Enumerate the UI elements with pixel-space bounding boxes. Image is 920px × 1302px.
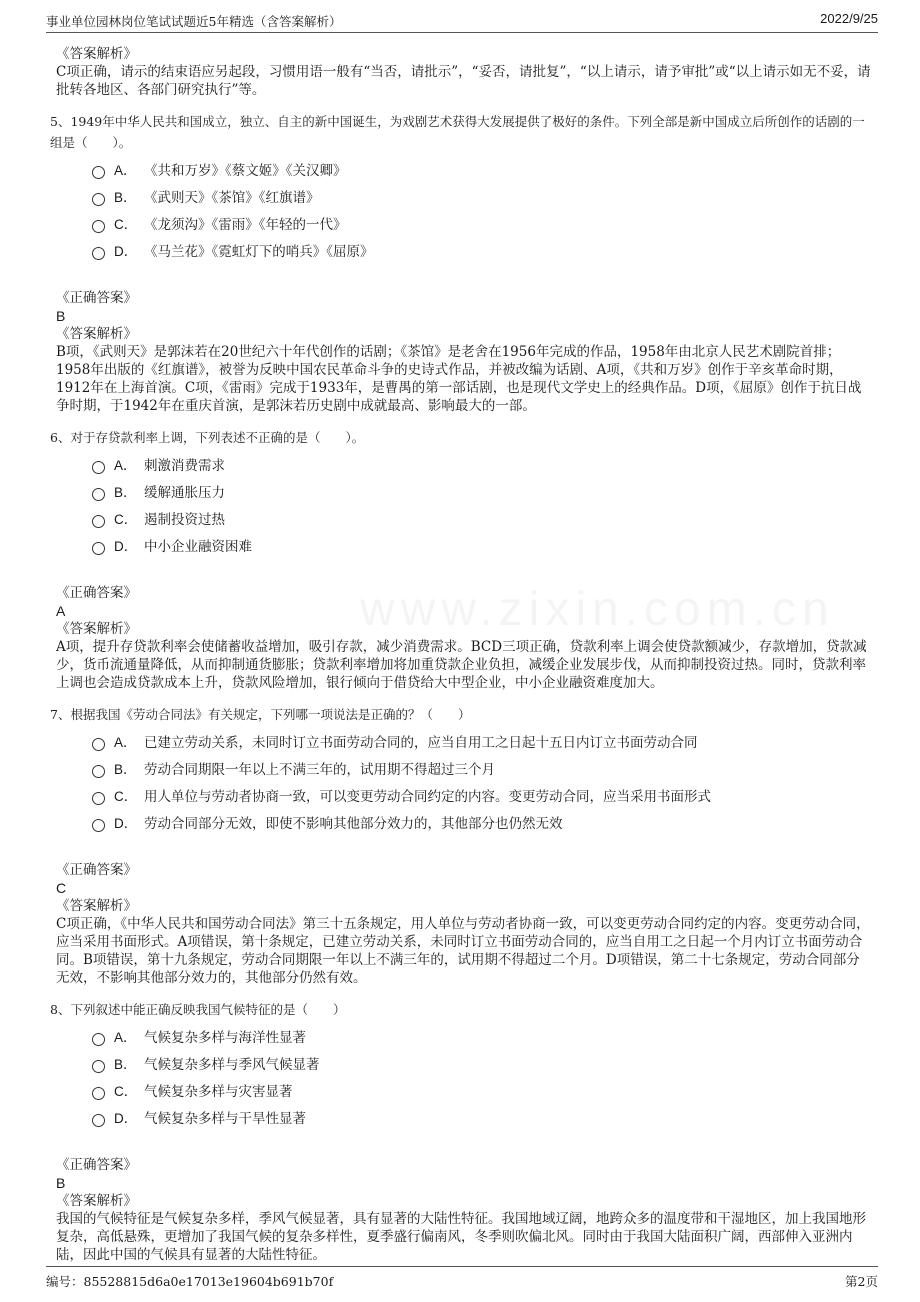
- radio-button-icon[interactable]: [92, 247, 105, 260]
- option-b[interactable]: [92, 1049, 872, 1076]
- option-letter: A．: [114, 734, 137, 750]
- radio-button-icon[interactable]: [92, 792, 105, 805]
- question-8: [50, 999, 872, 1264]
- answer-block: [56, 1156, 872, 1264]
- explanation-text: C项正确，请示的结束语应另起段，习惯用语一般有“当否，请批示”，“妥否，请批复”，“以上请示，请予审批”或“以上请示如无不妥，请批转各地区、各部门研究执行”等。: [56, 64, 871, 98]
- explanation-label: 《答案解析》: [56, 898, 137, 914]
- option-letter: B．: [114, 189, 137, 205]
- explanation-label: 《答案解析》: [56, 326, 137, 342]
- option-text: 《共和万岁》《蔡文姬》《关汉卿》: [144, 162, 347, 179]
- document-code: 编号：85528815d6a0e17013e19604b691b70f: [46, 1274, 334, 1289]
- question-text: 6、对于存贷款利率上调，下列表述不正确的是（ ）。: [50, 430, 365, 445]
- option-text: 《龙须沟》《雷雨》《年轻的一代》: [144, 216, 347, 233]
- explanation-text: B项，《武则天》是郭沫若在20世纪六十年代创作的话剧；《茶馆》是老舍在1956年完成的作品，1958年由北京人民艺术剧院首排；1958年出版的《红旗谱》，被誉为反映中国农民革命斗争的史诗式作品，并被改编为话剧、A项，《共和万岁》创作于辛亥革命时期，1912年在上海首演。C项，《雷雨》完成于1933年，是曹禺的第一部话剧，也是现代文学史上的经典作品。D项，《屈原》创作于抗日战争时期，于1942年在重庆首演，是郭沫若历史剧中成就最高、影响最大的一部。: [56, 344, 862, 414]
- answer-block: [56, 584, 872, 692]
- answer-block: [56, 289, 872, 415]
- option-a[interactable]: [92, 155, 872, 182]
- option-d[interactable]: [92, 808, 872, 835]
- option-text: 劳动合同部分无效，即使不影响其他部分效力的，其他部分也仍然无效: [144, 815, 563, 832]
- option-text: 气候复杂多样与季风气候显著: [144, 1056, 320, 1073]
- explanation-text: C项正确，《中华人民共和国劳动合同法》第三十五条规定，用人单位与劳动者协商一致，可以变更劳动合同约定的内容。变更劳动合同，应当采用书面形式。A项错误，第十条规定，已建立劳动关系，未同时订立书面劳动合同的，应当自用工之日起一个月内订立书面劳动合同。B项错误，第十九条规定，劳动合同期限一年以上不满三年的，试用期不得超过二个月。D项错误，第二十七条规定，劳动合同部分无效，不影响其他部分效力的，其他部分仍然有效。: [56, 916, 870, 986]
- correct-answer-label: 《正确答案》: [56, 862, 137, 878]
- option-letter: B．: [114, 1056, 137, 1072]
- option-list: [92, 727, 872, 835]
- radio-button-icon[interactable]: [92, 738, 105, 751]
- option-letter: B．: [114, 484, 137, 500]
- question-5: [50, 111, 872, 415]
- radio-button-icon[interactable]: [92, 515, 105, 528]
- option-d[interactable]: [92, 236, 872, 263]
- option-letter: C．: [114, 788, 138, 804]
- option-text: 《马兰花》《霓虹灯下的哨兵》《屈原》: [144, 243, 374, 260]
- option-letter: D．: [114, 815, 138, 831]
- option-letter: C．: [114, 1083, 138, 1099]
- option-text: 《武则天》《茶馆》《红旗谱》: [144, 189, 320, 206]
- correct-answer: C: [56, 880, 67, 896]
- explanation-text: A项，提升存贷款利率会使储蓄收益增加，吸引存款，减少消费需求。BCD三项正确，贷款利率上调会使贷款额减少，存款增加，贷款减少，货币流通量降低，从而抑制通货膨胀；贷款利率增加将加重贷款企业负担，减缓企业发展步伐，从而抑制投资过热。同时，贷款利率上调也会造成贷款成本上升，贷款风险增加，银行倾向于借贷给大中型企业，中小企业融资难度加大。: [56, 639, 867, 691]
- radio-button-icon[interactable]: [92, 193, 105, 206]
- question-list: [50, 111, 872, 1264]
- option-a[interactable]: [92, 1022, 872, 1049]
- radio-button-icon[interactable]: [92, 1087, 105, 1100]
- option-list: [92, 450, 872, 558]
- option-letter: D．: [114, 243, 138, 259]
- document-date: 2022/9/25: [820, 11, 878, 26]
- radio-button-icon[interactable]: [92, 819, 105, 832]
- correct-answer-label: 《正确答案》: [56, 1157, 137, 1173]
- option-letter: B．: [114, 761, 137, 777]
- option-b[interactable]: [92, 477, 872, 504]
- correct-answer: B: [56, 1175, 66, 1191]
- option-d[interactable]: [92, 531, 872, 558]
- document-title: 事业单位园林岗位笔试试题近5年精选（含答案解析）: [46, 14, 342, 29]
- option-a[interactable]: [92, 450, 872, 477]
- correct-answer-label: 《正确答案》: [56, 290, 137, 306]
- radio-button-icon[interactable]: [92, 1033, 105, 1046]
- radio-button-icon[interactable]: [92, 765, 105, 778]
- correct-answer: B: [56, 308, 66, 324]
- correct-answer: A: [56, 603, 66, 619]
- option-d[interactable]: [92, 1103, 872, 1130]
- option-text: 遏制投资过热: [144, 511, 225, 528]
- option-text: 中小企业融资困难: [144, 538, 252, 555]
- question-text: 7、根据我国《劳动合同法》有关规定，下列哪一项说法是正确的？（ ）: [50, 707, 471, 722]
- option-letter: D．: [114, 1110, 138, 1126]
- option-text: 气候复杂多样与灾害显著: [144, 1083, 293, 1100]
- explanation-text: 我国的气候特征是气候复杂多样，季风气候显著，具有显著的大陆性特征。我国地域辽阔，地跨众多的温度带和干湿地区，加上我国地形复杂，高低悬殊，更增加了我国气候的复杂多样性，夏季盛行偏南风，冬季则吹偏北风。同时由于我国大陆面积广阔，西部伸入亚洲内陆，因此中国的气候具有显著的大陆性特征。: [56, 1211, 866, 1263]
- radio-button-icon[interactable]: [92, 1060, 105, 1073]
- question-7: [50, 704, 872, 987]
- option-letter: D．: [114, 538, 138, 554]
- option-c[interactable]: [92, 1076, 872, 1103]
- previous-explanation: [56, 45, 872, 99]
- option-letter: A．: [114, 1029, 137, 1045]
- page-footer: [46, 1266, 878, 1289]
- explanation-label: 《答案解析》: [56, 1193, 137, 1209]
- radio-button-icon[interactable]: [92, 488, 105, 501]
- option-a[interactable]: [92, 727, 872, 754]
- option-text: 缓解通胀压力: [144, 484, 225, 501]
- option-list: [92, 155, 872, 263]
- option-c[interactable]: [92, 781, 872, 808]
- radio-button-icon[interactable]: [92, 166, 105, 179]
- explanation-label: 《答案解析》: [56, 46, 137, 62]
- option-letter: C．: [114, 511, 138, 527]
- option-letter: A．: [114, 457, 137, 473]
- option-letter: C．: [114, 216, 138, 232]
- option-b[interactable]: [92, 754, 872, 781]
- radio-button-icon[interactable]: [92, 220, 105, 233]
- option-letter: A．: [114, 162, 137, 178]
- question-text: 8、下列叙述中能正确反映我国气候特征的是（ ）: [50, 1002, 346, 1017]
- option-text: 气候复杂多样与海洋性显著: [144, 1029, 306, 1046]
- radio-button-icon[interactable]: [92, 1114, 105, 1127]
- option-text: 已建立劳动关系，未同时订立书面劳动合同的，应当自用工之日起十五日内订立书面劳动合同: [144, 734, 698, 751]
- page-content: [50, 45, 872, 1264]
- question-6: [50, 427, 872, 692]
- explanation-label: 《答案解析》: [56, 621, 137, 637]
- option-text: 用人单位与劳动者协商一致，可以变更劳动合同约定的内容。变更劳动合同，应当采用书面形式: [144, 788, 711, 805]
- option-list: [92, 1022, 872, 1130]
- page-number: 第2页: [845, 1274, 878, 1289]
- radio-button-icon[interactable]: [92, 542, 105, 555]
- correct-answer-label: 《正确答案》: [56, 585, 137, 601]
- answer-block: [56, 861, 872, 987]
- option-text: 刺激消费需求: [144, 457, 225, 474]
- radio-button-icon[interactable]: [92, 461, 105, 474]
- option-text: 劳动合同期限一年以上不满三年的，试用期不得超过三个月: [144, 761, 495, 778]
- option-b[interactable]: [92, 182, 872, 209]
- page-header: [46, 10, 878, 33]
- option-c[interactable]: [92, 504, 872, 531]
- question-text: 5、1949年中华人民共和国成立，独立、自主的新中国诞生，为戏剧艺术获得大发展提供了极好的条件。下列全部是新中国成立后所创作的话剧的一组是（ ）。: [50, 114, 865, 150]
- option-c[interactable]: [92, 209, 872, 236]
- option-text: 气候复杂多样与干旱性显著: [144, 1110, 306, 1127]
